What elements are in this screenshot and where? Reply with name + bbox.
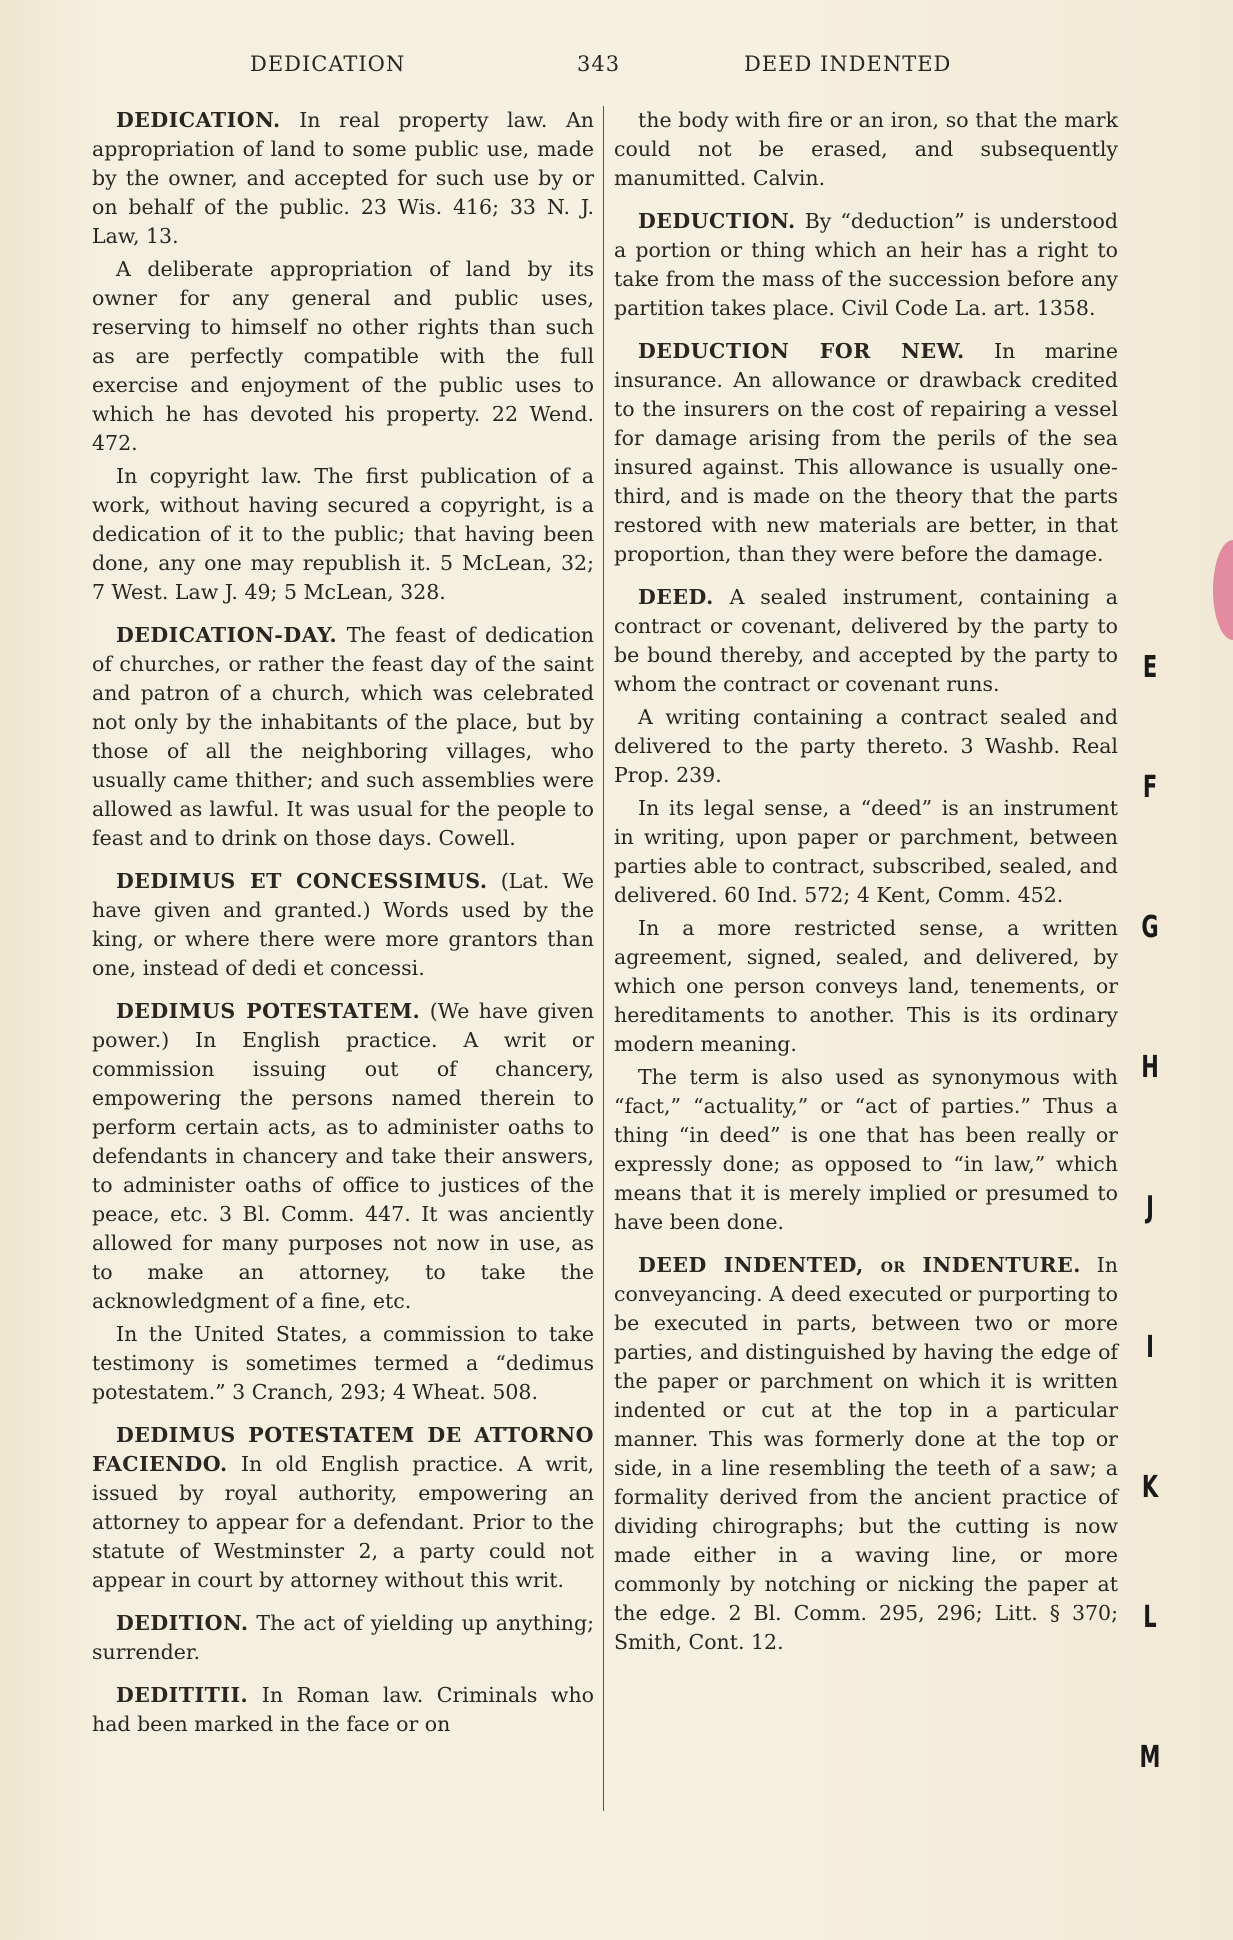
thumb-index-letter[interactable]: J <box>1146 1190 1154 1225</box>
thumb-index-letter[interactable]: L <box>1143 1600 1157 1635</box>
entry-text: In conveyancing. A deed executed or purporting to be executed in parts, between two or more parties, and distinguished by having the edge of the paper or parchment on which it is written indented or cut at the top in a particular manner. This was formerly done at the top or side, in a line resembling the teeth of a saw; a formality derived from the ancient practice of dividing chirographs; but the cutting is now made either in a waving line, or more commonly by notching or nicking the paper at the edge. 2 Bl. Comm. 295, 296; Litt. § 370; Smith, Cont. 12. <box>614 1253 1118 1654</box>
header-right-term: DEED INDENTED <box>744 52 952 76</box>
entry-text: By “deduction” is understood a portion or thing which an heir has a right to take from the mass of the succession before any partition takes place. Civil Code La. art. 1358. <box>614 209 1118 320</box>
thumb-index-letter[interactable]: F <box>1142 770 1158 805</box>
entry-headword: DEDICATION. <box>116 108 281 132</box>
thumb-index-letter[interactable]: E <box>1142 650 1158 685</box>
running-head <box>0 52 1233 80</box>
entry-headword: DEDIMUS POTESTATEM. <box>116 999 421 1023</box>
entry-paragraph <box>614 703 1118 790</box>
entry-text: (Lat. We have given and granted.) Words used by the king, or where there were more grantors than one, instead of dedi et concessi. <box>92 869 594 980</box>
entry-headword: DEDUCTION FOR NEW. <box>638 339 965 363</box>
entry-text: In old English practice. A writ, issued by royal authority, empowering an attorney to appear for a defendant. Prior to the statute of Westminster 2, a party could not appear in court by attorney without this writ. <box>92 1452 594 1592</box>
dictionary-entry <box>92 106 594 607</box>
dictionary-entry <box>614 106 1118 193</box>
dictionary-entry <box>614 207 1118 323</box>
entry-text: A sealed instrument, containing a contract or covenant, delivered by the party to be bound thereby, and accepted by the party to whom the contract or covenant runs. <box>614 585 1118 696</box>
entry-headword: DEDITION. <box>116 1611 249 1635</box>
entry-paragraph <box>92 867 594 983</box>
entry-paragraph <box>92 1609 594 1667</box>
thumb-index-letter[interactable]: G <box>1141 910 1159 945</box>
dictionary-entry <box>614 337 1118 569</box>
entry-paragraph <box>614 106 1118 193</box>
entry-paragraph <box>614 337 1118 569</box>
entry-paragraph <box>92 106 594 251</box>
entry-headword: DEDICATION-DAY. <box>116 623 338 647</box>
dictionary-entry <box>92 1421 594 1595</box>
dictionary-entry <box>92 997 594 1407</box>
entry-headword: DEDIMUS ET CONCESSIMUS. <box>116 869 488 893</box>
dictionary-entry <box>614 1251 1118 1657</box>
dictionary-entry <box>92 621 594 853</box>
entry-text: In marine insurance. An allowance or drawback credited to the insurers on the cost of repairing a vessel for damage arising from the perils of the sea insured against. This allowance is usually one-third, and is made on the theory that the parts restored with new materials are better, in that proportion, than they were before the damage. <box>614 339 1118 566</box>
thumb-index-letter[interactable]: M <box>1139 1740 1161 1775</box>
right-column <box>614 106 1118 1671</box>
thumb-index-letter[interactable]: H <box>1141 1050 1159 1085</box>
entry-paragraph <box>92 621 594 853</box>
entry-paragraph <box>92 462 594 607</box>
dictionary-entry <box>92 1609 594 1667</box>
entry-text: In its legal sense, a “deed” is an instrument in writing, upon paper or parchment, between parties able to contract, subscribed, sealed, and delivered. 60 Ind. 572; 4 Kent, Comm. 452. <box>614 796 1118 907</box>
entry-paragraph <box>614 914 1118 1059</box>
entry-paragraph <box>92 1320 594 1407</box>
entry-text: In the United States, a commission to take testimony is sometimes termed a “dedimus potestatem.” 3 Cranch, 293; 4 Wheat. 508. <box>92 1322 594 1404</box>
entry-text: The act of yielding up anything; surrender. <box>92 1611 594 1664</box>
column-divider <box>603 106 604 1811</box>
entry-text: (We have given power.) In English practice. A writ or commission issuing out of chancery, empowering the persons named therein to perform certain acts, as to administer oaths to defendants in chancery and take their answers, to administer oaths of office to justices of the peace, etc. 3 Bl. Comm. 447. It was anciently allowed for many purposes not now in use, as to make an attorney, to take the acknowledgment of a fine, etc. <box>92 999 594 1313</box>
thumb-index-letter[interactable]: I <box>1146 1330 1154 1365</box>
entry-headword: DEED INDENTED, or INDENTURE. <box>638 1253 1081 1277</box>
entry-paragraph <box>614 794 1118 910</box>
entry-paragraph <box>92 255 594 458</box>
entry-text: In real property law. An appropriation of land to some public use, made by the owner, and accepted for such use by or on behalf of the public. 23 Wis. 416; 33 N. J. Law, 13. <box>92 108 594 248</box>
thumb-tab-marker <box>1213 540 1233 640</box>
entry-headword: DEDITITII. <box>116 1683 249 1707</box>
entry-paragraph <box>614 1251 1118 1657</box>
entry-headword: DEED. <box>638 585 714 609</box>
entry-paragraph <box>92 1681 594 1739</box>
left-column <box>92 106 594 1753</box>
dictionary-entry <box>614 583 1118 1237</box>
entry-paragraph <box>614 207 1118 323</box>
entry-headword: DEDUCTION. <box>638 209 796 233</box>
dictionary-entry <box>92 867 594 983</box>
entry-text: The term is also used as synonymous with “fact,” “actuality,” or “act of parties.” Thus a thing “in deed” is one that has been really or expressly done; as opposed to “in law,” which means that it is merely implied or presumed to have been done. <box>614 1065 1118 1234</box>
entry-headword: DEDIMUS POTESTATEM DE ATTORNO FACIENDO. <box>92 1423 594 1476</box>
entry-text: In copyright law. The first publication of a work, without having secured a copyright, is a dedication of it to the public; that having been done, any one may republish it. 5 McLean, 32; 7 West. Law J. 49; 5 McLean, 328. <box>92 464 594 604</box>
entry-text: A writing containing a contract sealed and delivered to the party thereto. 3 Washb. Real Prop. 239. <box>614 705 1118 787</box>
dictionary-entry <box>92 1681 594 1739</box>
entry-paragraph <box>614 1063 1118 1237</box>
entry-paragraph <box>614 583 1118 699</box>
thumb-index-letter[interactable]: K <box>1141 1470 1159 1505</box>
header-left-term: DEDICATION <box>250 52 406 76</box>
page-number: 343 <box>577 52 621 76</box>
entry-text: In a more restricted sense, a written agreement, signed, sealed, and delivered, by which one person conveys land, tenements, or hereditaments to another. This is its ordinary modern meaning. <box>614 916 1118 1056</box>
entry-text: A deliberate appropriation of land by its owner for any general and public uses, reserving to himself no other rights than such as are perfectly compatible with the full exercise and enjoyment of the public uses to which he has devoted his property. 22 Wend. 472. <box>92 257 594 455</box>
entry-text: The feast of dedication of churches, or rather the feast day of the saint and patron of a church, which was celebrated not only by the inhabitants of the place, but by those of all the neighboring villages, who usually came thither; and such assemblies were allowed as lawful. It was usual for the people to feast and to drink on those days. Cowell. <box>92 623 594 850</box>
entry-text: the body with fire or an iron, so that the mark could not be erased, and subsequently manumitted. Calvin. <box>614 108 1118 190</box>
entry-paragraph <box>92 997 594 1316</box>
entry-paragraph <box>92 1421 594 1595</box>
entry-text: In Roman law. Criminals who had been marked in the face or on <box>92 1683 594 1736</box>
